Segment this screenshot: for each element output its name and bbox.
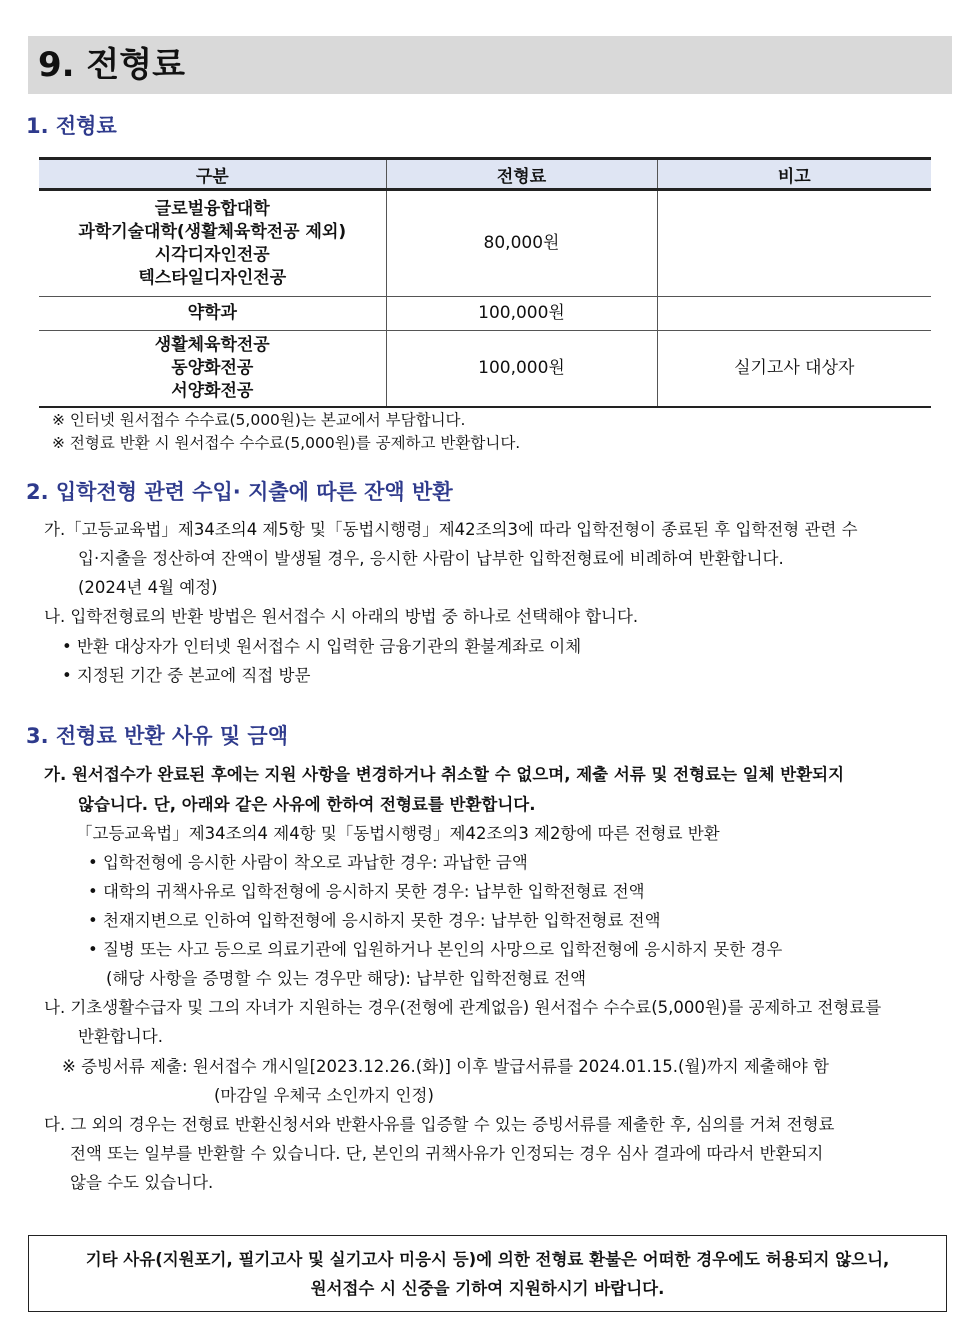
category-line: 약학과: [187, 303, 237, 323]
list-item: • 입학전형에 응시한 사람이 착오로 과납한 경우: 과납한 금액: [88, 853, 528, 872]
category-line: 동양화전공: [171, 358, 254, 378]
fee-table: [39, 157, 931, 408]
section3-da-line: 전액 또는 일부를 반환할 수 있습니다. 단, 본인의 귀책사유가 인정되는 경우 심사 결과에 따라서 반환되지: [70, 1144, 824, 1163]
fee-note: ※ 인터넷 원서접수 수수료(5,000원)는 본교에서 부담합니다.: [52, 411, 466, 429]
section3-ga-bold: 않습니다. 단, 아래와 같은 사유에 한하여 전형료를 반환합니다.: [78, 795, 536, 814]
header-category: 구분: [39, 159, 386, 190]
category-line: 글로벌융합대학: [154, 198, 270, 219]
list-item: • 반환 대상자가 인터넷 원서접수 시 입력한 금융기관의 환불계좌로 이체: [62, 637, 582, 656]
section2-ga-line: 입·지출을 정산하여 잔액이 발생될 경우, 응시한 사람이 납부한 입학전형료에 비례하여 반환합니다.: [78, 549, 784, 568]
row-category: [39, 331, 386, 408]
fee-note: ※ 전형료 반환 시 원서접수 수수료(5,000원)를 공제하고 반환합니다.: [52, 434, 521, 452]
chapter-title: 9. 전형료: [28, 36, 952, 94]
category-line: 텍스타일디자인전공: [138, 267, 287, 288]
section2-ga-line: (2024년 4월 예정): [78, 578, 218, 597]
section3-da-line: 다. 그 외의 경우는 전형료 반환신청서와 반환사유를 입증할 수 있는 증빙서류를 제출한 후, 심의를 거쳐 전형료: [44, 1115, 835, 1134]
section2-ga-line: 가.「고등교육법」제34조의4 제5항 및「동법시행령」제42조의3에 따라 입학전형이 종료된 후 입학전형 관련 수: [44, 520, 858, 539]
row-category: [39, 190, 386, 297]
row-category: [39, 297, 386, 331]
list-item: • 대학의 귀책사유로 입학전형에 응시하지 못한 경우: 납부한 입학전형료 전액: [88, 882, 645, 901]
section3-na-line: 반환합니다.: [78, 1027, 163, 1046]
category-line: 시각디자인전공: [154, 244, 270, 265]
category-line: 서양화전공: [171, 381, 254, 401]
table-row: [39, 297, 931, 331]
list-item: • 지정된 기간 중 본교에 직접 방문: [62, 666, 311, 685]
section3-da-line: 않을 수도 있습니다.: [70, 1173, 214, 1192]
section3-na-line: 나. 기초생활수급자 및 그의 자녀가 지원하는 경우(전형에 관계없음) 원서접수 수수료(5,000원)를 공제하고 전형료를: [44, 998, 882, 1017]
notice-box: [28, 1235, 947, 1312]
row-fee: 100,000원: [386, 297, 657, 331]
section2-na: 나. 입학전형료의 반환 방법은 원서접수 시 아래의 방법 중 하나로 선택해야 합니다.: [44, 607, 639, 626]
row-note: [657, 190, 931, 297]
notice-line: 기타 사유(지원포기, 필기고사 및 실기고사 미응시 등)에 의한 전형료 환불은 어떠한 경우에도 허용되지 않으니,: [85, 1250, 890, 1269]
list-item: • 질병 또는 사고 등으로 의료기관에 입원하거나 본인의 사망으로 입학전형에 응시하지 못한 경우: [88, 940, 783, 959]
category-line: 생활체육학전공: [154, 335, 270, 355]
category-line: 과학기술대학(생활체육학전공 제외): [78, 221, 347, 242]
row-note: 실기고사 대상자: [657, 331, 931, 408]
section3-title: 3. 전형료 반환 사유 및 금액: [26, 724, 289, 748]
row-fee: 80,000원: [386, 190, 657, 297]
row-note: [657, 297, 931, 331]
header-note: 비고: [657, 159, 931, 190]
table-row: [39, 331, 931, 408]
fee-table-header: [39, 159, 931, 190]
row-fee: 100,000원: [386, 331, 657, 408]
list-item-continuation: (해당 사항을 증명할 수 있는 경우만 해당): 납부한 입학전형료 전액: [106, 969, 587, 988]
section1-title: 1. 전형료: [26, 114, 117, 138]
table-row: [39, 190, 931, 297]
list-item: • 천재지변으로 인하여 입학전형에 응시하지 못한 경우: 납부한 입학전형료 전액: [88, 911, 661, 930]
evidence-note: (마감일 우체국 소인까지 인정): [214, 1086, 434, 1105]
notice-line: 원서접수 시 신중을 기하여 지원하시기 바랍니다.: [310, 1279, 665, 1298]
section3-law: 「고등교육법」제34조의4 제4항 및「동법시행령」제42조의3 제2항에 따른 전형료 반환: [76, 824, 720, 843]
header-fee: 전형료: [386, 159, 657, 190]
section2-title: 2. 입학전형 관련 수입· 지출에 따른 잔액 반환: [26, 480, 453, 504]
section3-ga-bold: 가. 원서접수가 완료된 후에는 지원 사항을 변경하거나 취소할 수 없으며, 제출 서류 및 전형료는 일체 반환되지: [44, 765, 845, 784]
evidence-note: ※ 증빙서류 제출: 원서접수 개시일[2023.12.26.(화)] 이후 발급서류를 2024.01.15.(월)까지 제출해야 함: [62, 1057, 829, 1076]
